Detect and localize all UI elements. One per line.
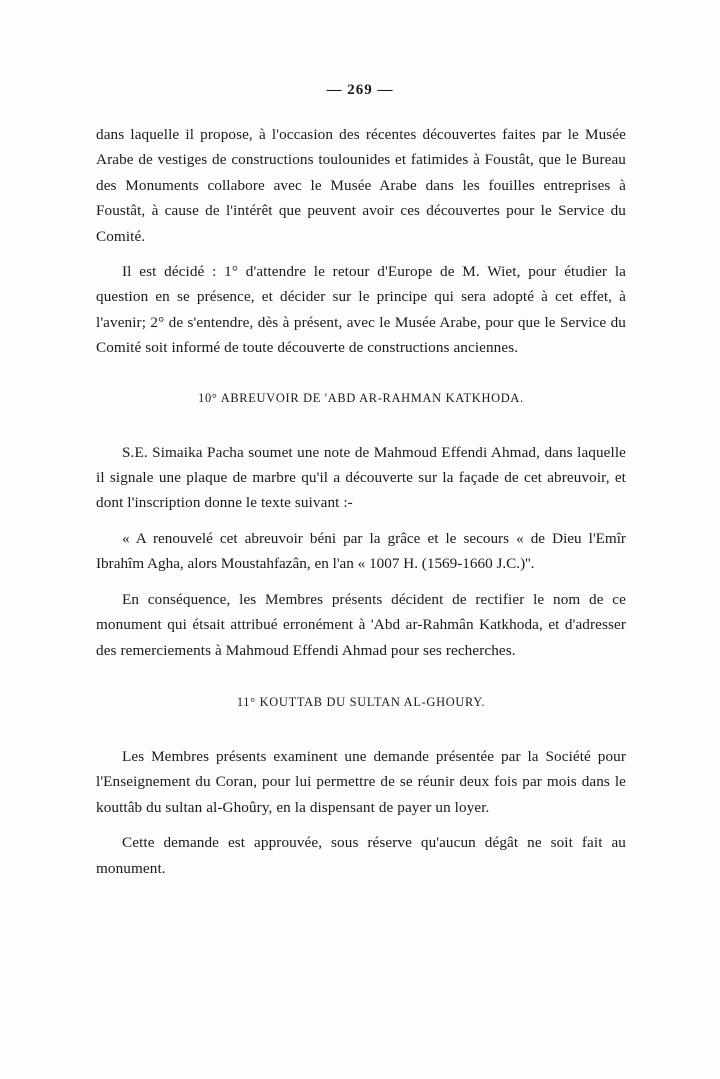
- paragraph-spacer: [96, 249, 626, 259]
- section-heading-2-wrapper: [96, 695, 626, 710]
- paragraph-spacer-3: [96, 577, 626, 587]
- section-heading-1: 10° ABREUVOIR DE 'ABD AR-RAHMAN KATKHODA.: [198, 390, 524, 405]
- paragraph-2: Il est décidé : 1° d'attendre le retour d'Europe de M. Wiet, pour étudier la question en se présence, et décider sur le principe qui sera adopté à cet effet, à l'avenir; 2° de s'entendre, dès à présent, avec le Musée Arabe, pour que le Service du Comité soit informé de toute découverte de constructions anciennes.: [96, 263, 626, 357]
- page-body: [96, 122, 626, 881]
- paragraph-7: Cette demande est approuvée, sous réserve qu'aucun dégât ne soit fait au monument.: [96, 834, 626, 877]
- paragraph-1: dans laquelle il propose, à l'occasion des récentes découvertes faites par le Musée Arabe de vestiges de constructions toulounides et fatimides à Foustât, que le Bureau des Monuments collabore avec le Musée Arabe dans les fouilles entreprises à Foustât, à cause de l'intérêt que peuvent avoir ces découvertes pour le Service du Comité.: [96, 126, 626, 245]
- paragraph-3: S.E. Simaika Pacha soumet une note de Mahmoud Effendi Ahmad, dans laquelle il signale une plaque de marbre qu'il a découverte sur la façade de cet abreuvoir, et dont l'inscription donne le texte suivant :-: [96, 443, 626, 512]
- paragraph-spacer-4: [96, 820, 626, 830]
- paragraph-5: En conséquence, les Membres présents décident de rectifier le nom de ce monument qui étsait attribué erronément à 'Abd ar-Rahmân Katkhoda, et d'adresser des remerciements à Mahmoud Effendi Ahmad pour ses recherches.: [96, 590, 626, 659]
- paragraph-6: Les Membres présents examinent une demande présentée par la Société pour l'Enseignement du Coran, pour lui permettre de se réunir deux fois par mois dans le kouttâb du sultan al-Ghoûry, en la dispensant de payer un loyer.: [96, 747, 626, 816]
- page-number: — 269 —: [326, 82, 394, 98]
- section-heading-1-wrapper: [96, 391, 626, 406]
- paragraph-spacer-2: [96, 516, 626, 526]
- section-heading-2: 11° KOUTTAB DU SULTAN AL-GHOURY.: [236, 694, 486, 709]
- inscription-quote: « A renouvelé cet abreuvoir béni par la grâce et le secours « de Dieu l'Emîr Ibrahîm Agha, alors Moustahfazân, en l'an « 1007 H. (1569-1660 J.C.)''.: [96, 529, 626, 573]
